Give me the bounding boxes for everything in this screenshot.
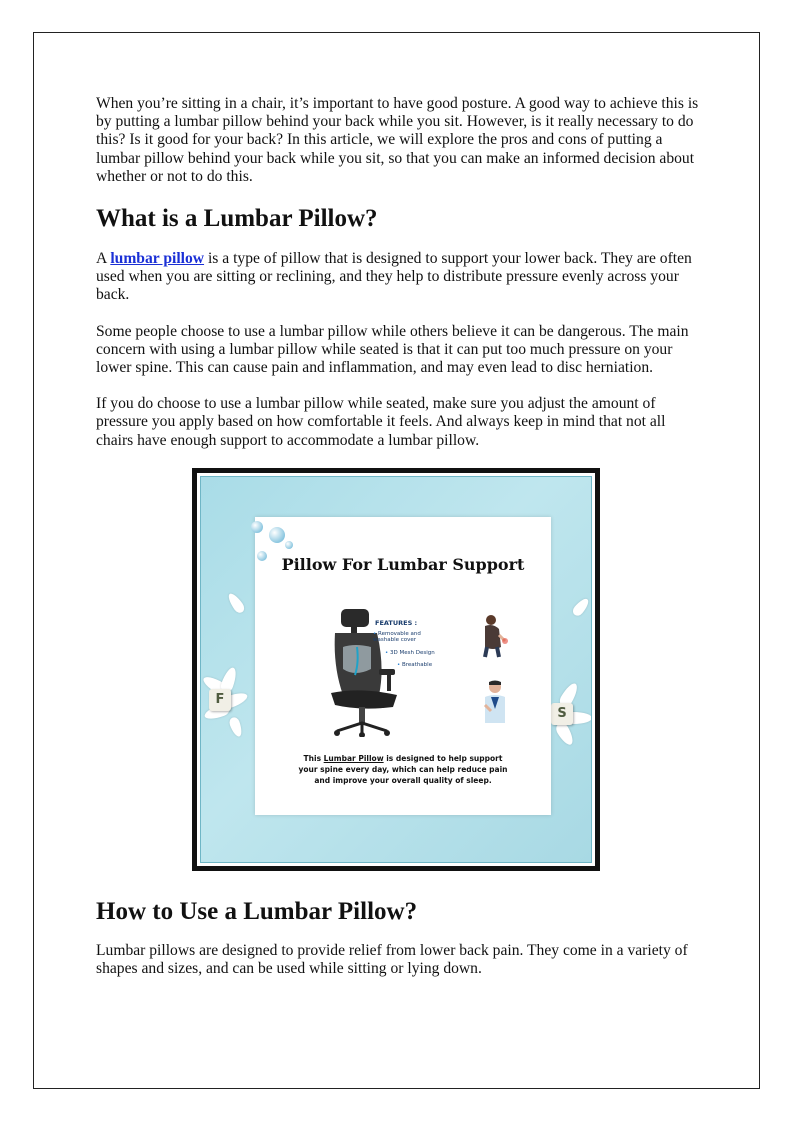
- bubble-icon: [251, 521, 263, 533]
- petal-icon: [228, 716, 244, 738]
- bubble-icon: [269, 527, 285, 543]
- feature-item: • 3D Mesh Design: [385, 650, 445, 657]
- p1-suffix: is a type of pillow that is designed to support your lower back. They are often used when you are sitting or reclining, and they help to distribute pressure evenly across your back.: [96, 250, 692, 304]
- product-card: [255, 517, 551, 815]
- petal-icon: [226, 591, 247, 615]
- back-pain-man-icon: [479, 679, 511, 725]
- caption-link: Lumbar Pillow: [323, 753, 384, 763]
- card-title: Pillow For Lumbar Support: [281, 554, 525, 574]
- features-heading: FEATURES :: [375, 618, 418, 627]
- figure-background: [200, 476, 592, 863]
- petal-icon: [571, 596, 592, 618]
- section2-paragraph-1: Lumbar pillows are designed to provide relief from lower back pain. They come in a variety of shapes and sizes, and can be used while sitting or lying down.: [96, 941, 688, 978]
- back-pain-woman-icon: [477, 613, 511, 659]
- article-content: [96, 95, 700, 978]
- bubble-icon: [285, 541, 293, 549]
- heading-how-to-use: How to Use a Lumbar Pillow?: [96, 897, 418, 925]
- caption-suffix: is designed to help support your spine every day, which can help reduce pain and improve your overall quality of sleep.: [298, 753, 508, 785]
- feature-item: • Breathable: [397, 662, 447, 669]
- letter-tile-f: F: [209, 689, 231, 711]
- p1-prefix: A: [96, 250, 111, 268]
- card-caption: [295, 753, 511, 786]
- intro-paragraph: When you’re sitting in a chair, it’s important to have good posture. A good way to achieve this is by putting a lumbar pillow behind your back while you sit. However, is it really necessary to do this? Is it good for your back? In this article, we will explore the pros and cons of putting a lumbar pillow behind your back while you sit, so that you can make an informed decision about whether or not to do this.: [96, 95, 699, 185]
- letter-tile-s: S: [551, 703, 573, 725]
- feature-item: • Removable and washable cover: [373, 631, 433, 644]
- caption-prefix: This: [303, 753, 324, 763]
- section1-paragraph-1: [96, 250, 700, 305]
- lumbar-pillow-figure: [192, 468, 600, 871]
- section1-paragraph-3: If you do choose to use a lumbar pillow while seated, make sure you adjust the amount of pressure you apply based on how comfortable it feels. And always keep in mind that not all chairs have enough support to accommodate a lumbar pillow.: [96, 395, 666, 449]
- lumbar-pillow-link[interactable]: lumbar pillow: [110, 250, 205, 268]
- heading-what-is-lumbar-pillow: What is a Lumbar Pillow?: [96, 205, 378, 233]
- section1-paragraph-2: Some people choose to use a lumbar pillow while others believe it can be dangerous. The main concern with using a lumbar pillow while seated is that it can put too much pressure on your lower spine. This can cause pain and inflammation, and may even lead to disc herniation.: [96, 322, 689, 377]
